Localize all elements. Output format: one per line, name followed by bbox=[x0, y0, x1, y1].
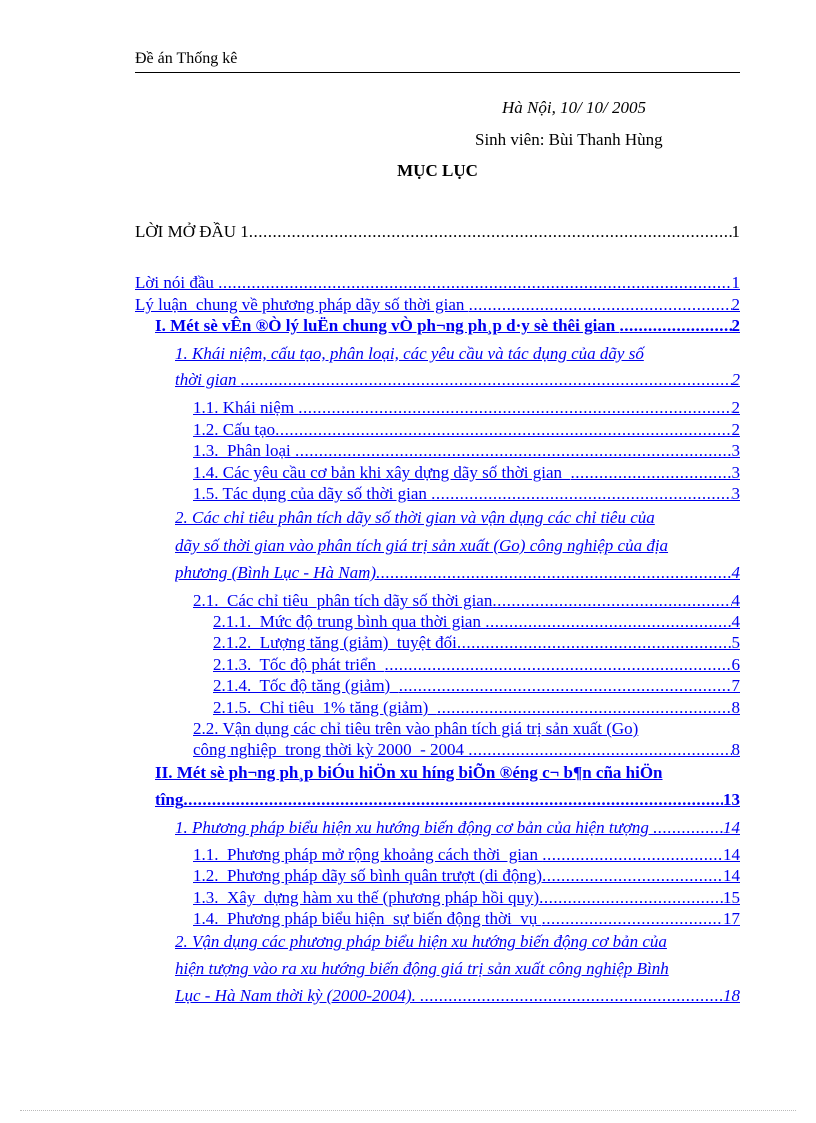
toc-title: MỤC LỤC bbox=[397, 161, 478, 180]
toc-entry-section-2-line1[interactable]: II. Mét sè ph¬ng ph¸p biÓu hiÖn xu híng biÕn ®éng c¬ b¶n cña hiÖn bbox=[155, 763, 663, 782]
toc-entry-2-1-1[interactable]: 2.1.1. Mức độ trung bình qua thời gian ..... 4 bbox=[213, 612, 740, 632]
toc-entry-1-2[interactable]: 1.2. Cấu tạo ..... 2 bbox=[193, 420, 740, 440]
toc-entry-ii-2-line2[interactable]: hiện tượng vào ra xu hướng biến động giá trị sản xuất công nghiệp Bình bbox=[175, 959, 669, 978]
document-date: Hà Nội, 10/ 10/ 2005 bbox=[502, 98, 647, 117]
toc-entry-1-3[interactable]: 1.3. Phân loại ..... 3 bbox=[193, 441, 740, 461]
toc-entry-ii-1-3[interactable]: 1.3. Xây dựng hàm xu thế (phương pháp hồi quy) ..... 15 bbox=[193, 888, 740, 908]
toc-entry-2-1[interactable]: 2.1. Các chỉ tiêu phân tích dãy số thời gian ..... 4 bbox=[193, 591, 740, 611]
toc-entry-2-line2[interactable]: dãy số thời gian vào phân tích giá trị sản xuất (Go) công nghiệp của địa bbox=[175, 536, 669, 555]
toc-entry-2-line1[interactable]: 2. Các chỉ tiêu phân tích dãy số thời gian và vận dụng các chỉ tiêu của bbox=[175, 508, 655, 527]
toc-entry-1-5[interactable]: 1.5. Tác dụng của dãy số thời gian ..... 3 bbox=[193, 484, 740, 504]
toc-entry-1-4[interactable]: 1.4. Các yêu cầu cơ bản khi xây dựng dãy số thời gian ..... 3 bbox=[193, 463, 740, 483]
toc-intro-entry bbox=[135, 222, 740, 242]
toc-entry-1-line1[interactable]: 1. Khái niệm, cấu tạo, phân loại, các yêu cầu và tác dụng của dãy số bbox=[175, 344, 644, 363]
toc-entry-loi-noi-dau[interactable]: Lời nói đầu ..... 1 bbox=[135, 273, 740, 293]
toc-entry-ii-1-4[interactable]: 1.4. Phương pháp biểu hiện sự biến động thời vụ ..... 17 bbox=[193, 909, 740, 929]
toc-entry-2-2-line1[interactable]: 2.2. Vận dụng các chỉ tiêu trên vào phân tích giá trị sản xuất (Go) bbox=[193, 719, 639, 738]
header-title: Đề án Thống kê bbox=[135, 50, 238, 67]
toc-entry-2-1-2[interactable]: 2.1.2. Lượng tăng (giảm) tuyệt đối ..... 5 bbox=[213, 633, 740, 653]
toc-entry-2-1-3[interactable]: 2.1.3. Tốc độ phát triển ..... 6 bbox=[213, 655, 740, 675]
toc-entry-ii-1[interactable]: 1. Phương pháp biểu hiện xu hướng biến động cơ bản của hiện tượng ..... 14 bbox=[175, 818, 740, 838]
toc-entry-1-1[interactable]: 1.1. Khái niệm ..... 2 bbox=[193, 398, 740, 418]
toc-entry-2-1-4[interactable]: 2.1.4. Tốc độ tăng (giảm) ..... 7 bbox=[213, 676, 740, 696]
toc-entry-ii-2[interactable]: Lục - Hà Nam thời kỳ (2000-2004). ..... 18 bbox=[175, 986, 740, 1006]
toc-entry-text: LỜI MỞ ĐẦU 1 bbox=[135, 222, 249, 241]
toc-entry-section-1[interactable]: I. Mét sè vÊn ®Ò lý luËn chung vÒ ph¬ng ph¸p d·y sè thêi gian ..... 2 bbox=[155, 316, 740, 336]
toc-entry-section-2[interactable]: tîng ..... 13 bbox=[155, 790, 740, 810]
toc-entry-ii-1-2[interactable]: 1.2. Phương pháp dãy số bình quân trượt (di động) ..... 14 bbox=[193, 866, 740, 886]
toc-entry-2-1-5[interactable]: 2.1.5. Chỉ tiêu 1% tăng (giảm) ..... 8 bbox=[213, 698, 740, 718]
toc-entry-page: 1 bbox=[731, 222, 740, 241]
document-header bbox=[135, 50, 740, 73]
toc-entry-ii-1-1[interactable]: 1.1. Phương pháp mở rộng khoảng cách thời gian ..... 14 bbox=[193, 845, 740, 865]
toc-entry-1[interactable]: thời gian ..... 2 bbox=[175, 370, 740, 390]
toc-entry-2[interactable]: phương (Bình Lục - Hà Nam) ..... 4 bbox=[175, 563, 740, 583]
toc-entry-ly-luan-chung[interactable]: Lý luận chung về phương pháp dãy số thời gian ..... 2 bbox=[135, 295, 740, 315]
page-footer-divider bbox=[20, 1110, 796, 1111]
toc-entry-2-2[interactable]: công nghiệp trong thời kỳ 2000 - 2004 ..... 8 bbox=[193, 740, 740, 760]
student-name: Sinh viên: Bùi Thanh Hùng bbox=[475, 130, 663, 149]
toc-entry-ii-2-line1[interactable]: 2. Vận dụng các phương pháp biểu hiện xu hướng biến động cơ bản của bbox=[175, 932, 667, 951]
